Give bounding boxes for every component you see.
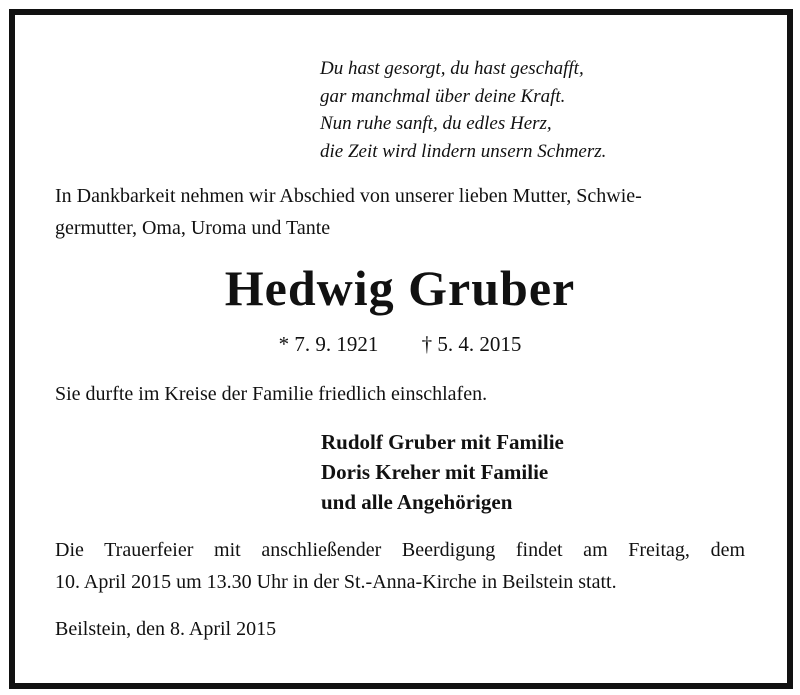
mourner-line: und alle Angehörigen [321,490,513,514]
birth-date: * 7. 9. 1921 [278,332,379,356]
intro-text [55,180,642,244]
mourners-list [321,427,564,517]
funeral-info [55,534,745,598]
life-dates [0,330,800,358]
death-date: † 5. 4. 2015 [421,332,522,356]
place-and-date: Beilstein, den 8. April 2015 [55,618,277,640]
funeral-line: Die Trauerfeier mit anschließender Beerdigung findet am Freitag, dem [55,539,745,561]
poem-line: gar manchmal über deine Kraft. [320,85,566,107]
poem-line: Du hast gesorgt, du hast geschafft, [320,58,584,79]
poem [320,55,606,165]
mourner-line: Doris Kreher mit Familie [321,460,549,484]
funeral-line: 10. April 2015 um 13.30 Uhr in der St.-Anna-Kirche in Beilstein statt. [55,571,617,593]
intro-line: In Dankbarkeit nehmen wir Abschied von unserer lieben Mutter, Schwie- [55,185,642,207]
passing-text: Sie durfte im Kreise der Familie friedlich einschlafen. [55,383,488,405]
poem-line: Nun ruhe sanft, du edles Herz, [320,113,552,134]
deceased-name: Hedwig Gruber [224,260,576,316]
poem-line: die Zeit wird lindern unsern Schmerz. [320,140,607,162]
mourner-line: Rudolf Gruber mit Familie [321,430,564,454]
intro-line: germutter, Oma, Uroma und Tante [55,217,331,239]
